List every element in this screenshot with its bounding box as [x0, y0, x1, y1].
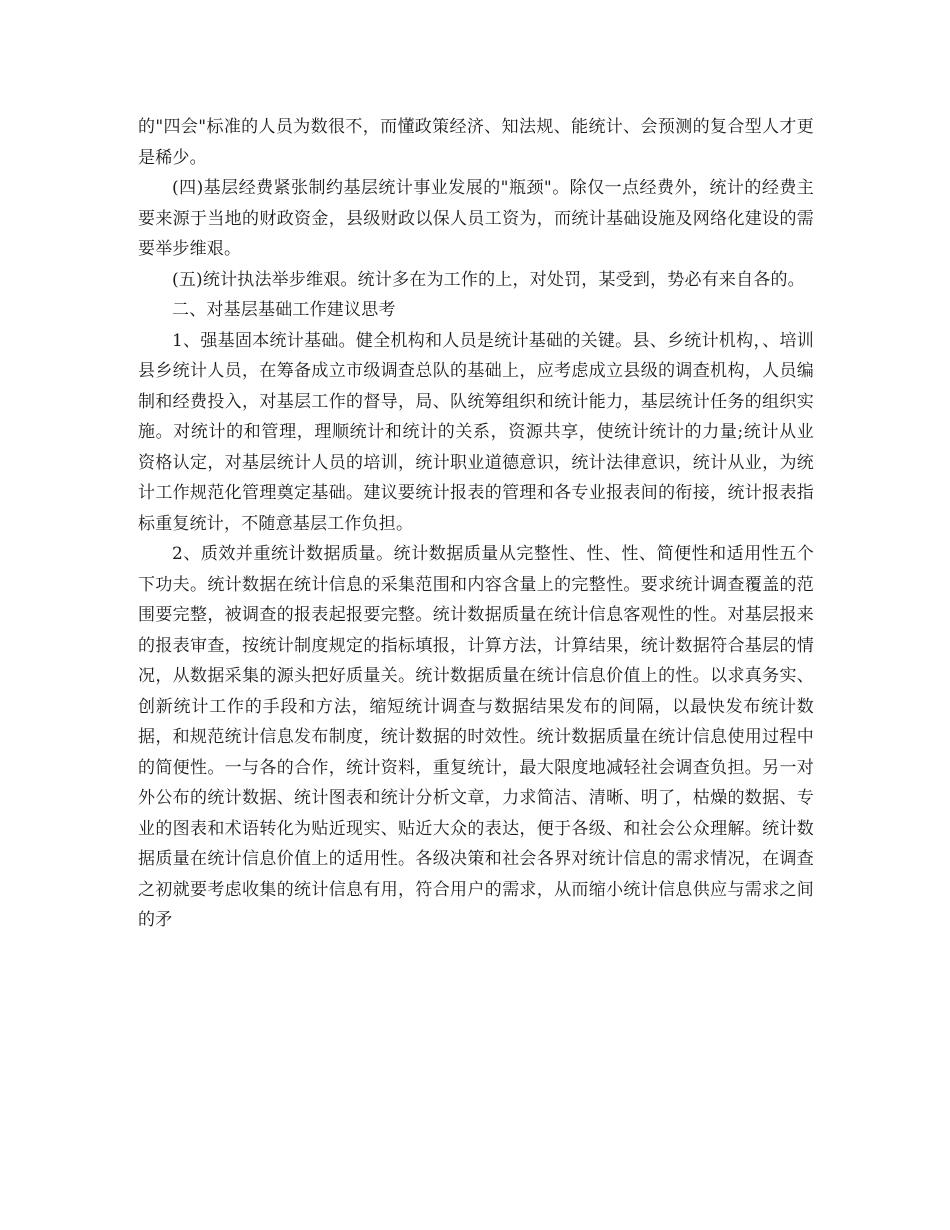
paragraph-section-four: (四)基层经费紧张制约基层统计事业发展的"瓶颈"。除仅一点经费外，统计的经费主要来源于当地的财政资金，县级财政以保人员工资为，而统计基础设施及网络化建设的需要举步维艰。: [138, 178, 814, 259]
paragraph-continuation: 的"四会"标准的人员为数很不，而懂政策经济、知法规、能统计、会预测的复合型人才更是稀少。: [138, 117, 814, 168]
paragraph-point-one: 1、强基固本统计基础。健全机构和人员是统计基础的关键。县、乡统计机构，、培训县乡统计人员，在筹备成立市级调查总队的基础上，应考虑成立县级的调查机构，人员编制和经费投入，对基层工作的督导，局、队统筹组织和统计能力，基层统计任务的组织实施。对统计的和管理，理顺统计和统计的关系，资源共享，使统计统计的力量;统计从业资格认定，对基层统计人员的培训，统计职业道德意识，统计法律意识，统计从业，为统计工作规范化管理奠定基础。建议要统计报表的管理和各专业报表间的衔接，统计报表指标重复统计，不随意基层工作负担。: [138, 330, 814, 534]
paragraph-section-five: (五)统计执法举步维艰。统计多在为工作的上，对处罚，某受到，势必有来自各的。: [172, 269, 805, 290]
section-heading-two: 二、对基层基础工作建议思考: [172, 300, 396, 320]
document-page: [138, 112, 814, 936]
paragraph-point-two: 2、质效并重统计数据质量。统计数据质量从完整性、性、性、简便性和适用性五个下功夫。统计数据在统计信息的采集范围和内容含量上的完整性。要求统计调查覆盖的范围要完整，被调查的报表起报要完整。统计数据质量在统计信息客观性的性。对基层报来的报表审查，按统计制度规定的指标填报，计算方法，计算结果，统计数据符合基层的情况，从数据采集的源头把好质量关。统计数据质量在统计信息价值上的性。以求真务实、创新统计工作的手段和方法，缩短统计调查与数据结果发布的间隔，以最快发布统计数据，和规范统计信息发布制度，统计数据的时效性。统计数据质量在统计信息使用过程中的简便性。一与各的合作，统计资料，重复统计，最大限度地减轻社会调查负担。另一对外公布的统计数据、统计图表和统计分析文章，力求简洁、清晰、明了，枯燥的数据、专业的图表和术语转化为贴近现实、贴近大众的表达，便于各级、和社会公众理解。统计数据质量在统计信息价值上的适用性。各级决策和社会各界对统计信息的需求情况，在调查之初就要考虑收集的统计信息有用，符合用户的需求，从而缩小统计信息供应与需求之间的矛: [138, 544, 814, 930]
